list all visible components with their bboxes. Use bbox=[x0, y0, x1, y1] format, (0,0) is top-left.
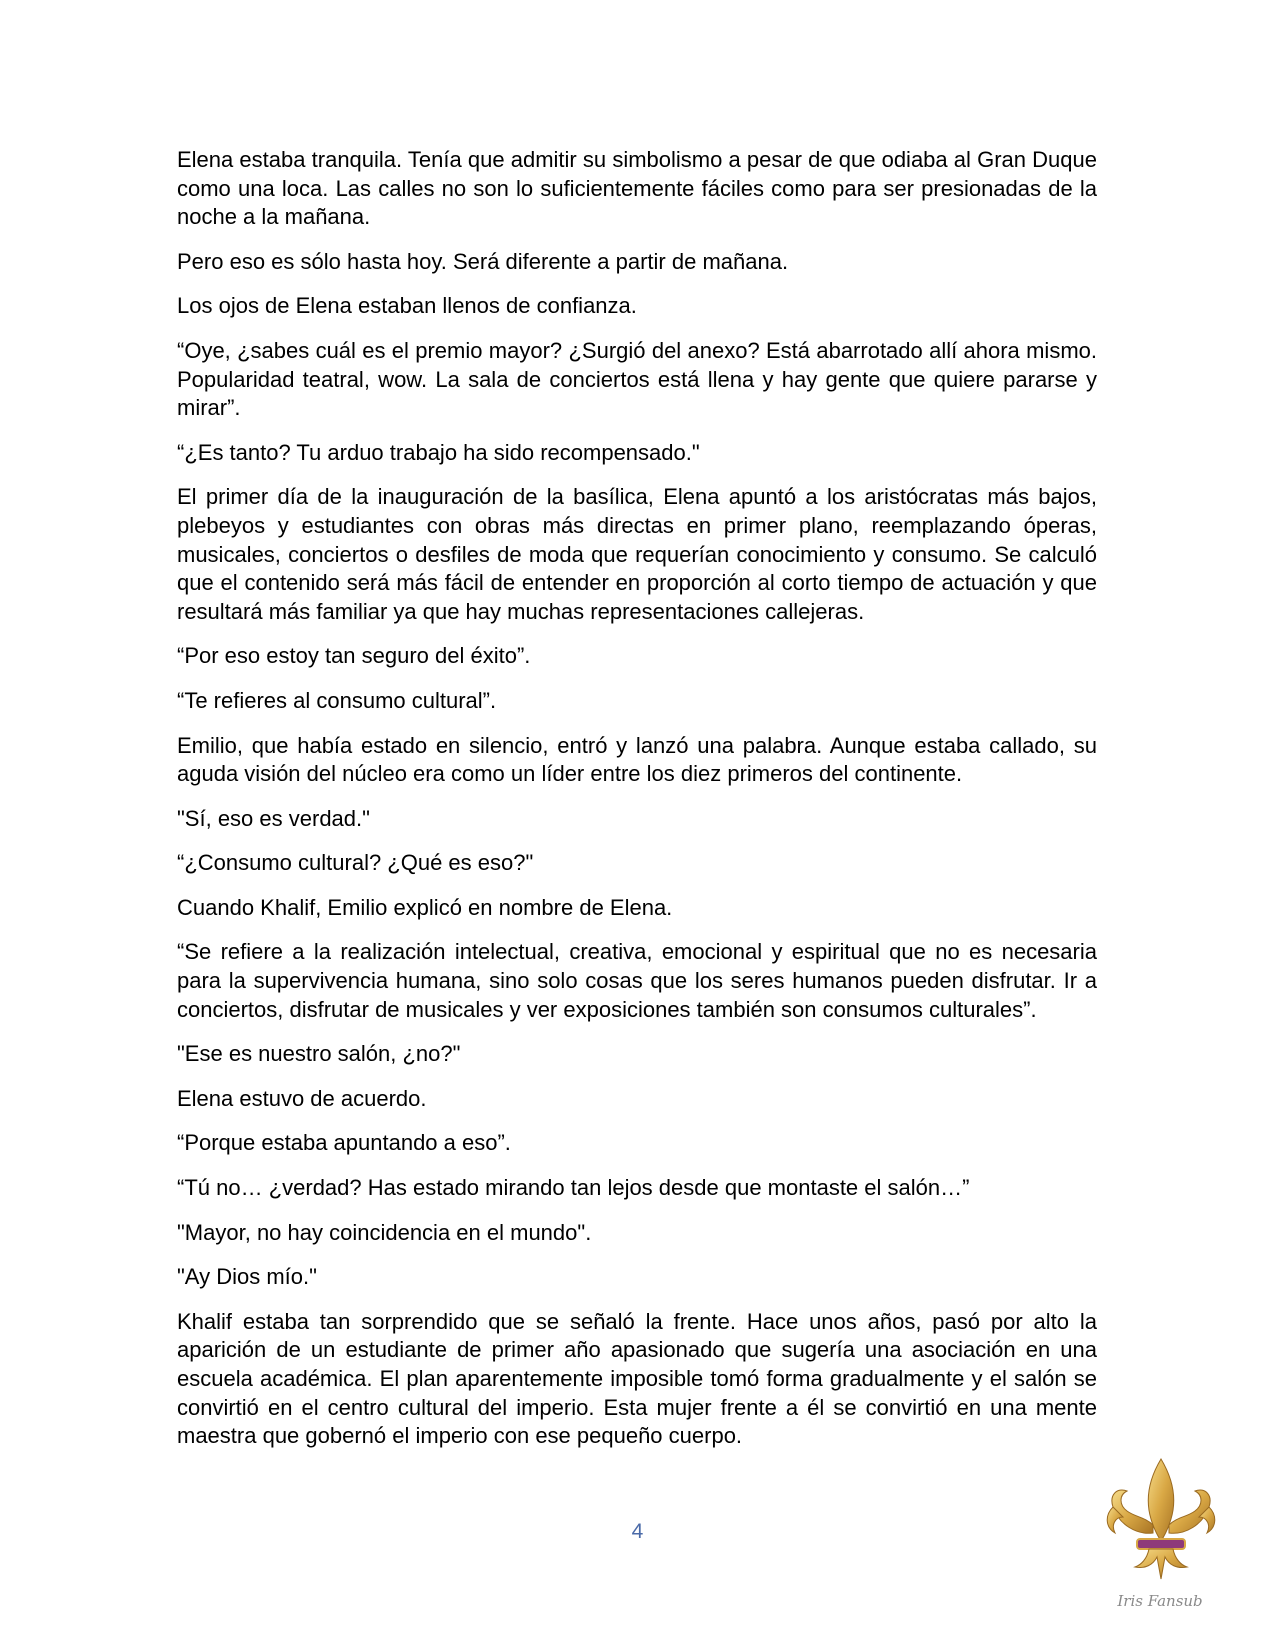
paragraph: Elena estaba tranquila. Tenía que admitir su simbolismo a pesar de que odiaba al Gran Duque como una loca. Las calles no son lo suficientemente fáciles como para ser presionadas de la noche a la mañana. bbox=[177, 147, 1097, 230]
paragraph: El primer día de la inauguración de la basílica, Elena apuntó a los aristócratas más bajos, plebeyos y estudiantes con obras más directas en primer plano, reemplazando óperas, musicales, conciertos o desfiles de moda que requerían conocimiento y consumo. Se calculó que el contenido será más fácil de entender en proporción al corto tiempo de actuación y que resultará más familiar ya que hay muchas representaciones callejeras. bbox=[177, 484, 1097, 624]
paragraph: “Se refiere a la realización intelectual, creativa, emocional y espiritual que no es necesaria para la supervivencia humana, sino solo cosas que los seres humanos pueden disfrutar. Ir a conciertos, disfrutar de musicales y ver exposiciones también son consumos culturales”. bbox=[177, 939, 1097, 1022]
paragraph: "Ay Dios mío." bbox=[177, 1264, 317, 1290]
page-number: 4 bbox=[631, 1520, 644, 1543]
paragraph: Pero eso es sólo hasta hoy. Será diferente a partir de mañana. bbox=[177, 248, 789, 274]
paragraph: “Por eso estoy tan seguro del éxito”. bbox=[177, 643, 531, 669]
paragraph: “Tú no… ¿verdad? Has estado mirando tan lejos desde que montaste el salón…” bbox=[177, 1175, 970, 1201]
paragraph: “¿Consumo cultural? ¿Qué es eso?" bbox=[177, 850, 534, 876]
paragraph: "Ese es nuestro salón, ¿no?" bbox=[177, 1041, 461, 1067]
body-text bbox=[177, 146, 1097, 1467]
paragraph: "Mayor, no hay coincidencia en el mundo". bbox=[177, 1219, 592, 1245]
paragraph: “Te refieres al consumo cultural”. bbox=[177, 687, 497, 713]
signature: Iris Fansub bbox=[1117, 1592, 1203, 1610]
paragraph: Elena estuvo de acuerdo. bbox=[177, 1085, 427, 1111]
paragraph: "Sí, eso es verdad." bbox=[177, 805, 370, 831]
paragraph: Cuando Khalif, Emilio explicó en nombre de Elena. bbox=[177, 894, 673, 920]
paragraph: “Oye, ¿sabes cuál es el premio mayor? ¿Surgió del anexo? Está abarrotado allí ahora mismo. Popularidad teatral, wow. La sala de conciertos está llena y hay gente que quiere pararse y mirar”. bbox=[177, 337, 1097, 421]
paragraph: Los ojos de Elena estaban llenos de confianza. bbox=[177, 293, 637, 319]
paragraph: “Porque estaba apuntando a eso”. bbox=[177, 1130, 511, 1156]
paragraph: Khalif estaba tan sorprendido que se señaló la frente. Hace unos años, pasó por alto la aparición de un estudiante de primer año apasionado que sugería una asociación en una escuela académica. El plan aparentemente imposible tomó forma gradualmente y el salón se convirtió en el centro cultural del imperio. Esta mujer frente a él se convirtió en una mente maestra que gobernó el imperio con ese pequeño cuerpo. bbox=[177, 1308, 1097, 1449]
fleur-de-lis-icon bbox=[1097, 1455, 1225, 1585]
paragraph: Emilio, que había estado en silencio, entró y lanzó una palabra. Aunque estaba callado, su aguda visión del núcleo era como un líder entre los diez primeros del continente. bbox=[177, 732, 1097, 787]
paragraph: “¿Es tanto? Tu arduo trabajo ha sido recompensado." bbox=[177, 439, 700, 465]
